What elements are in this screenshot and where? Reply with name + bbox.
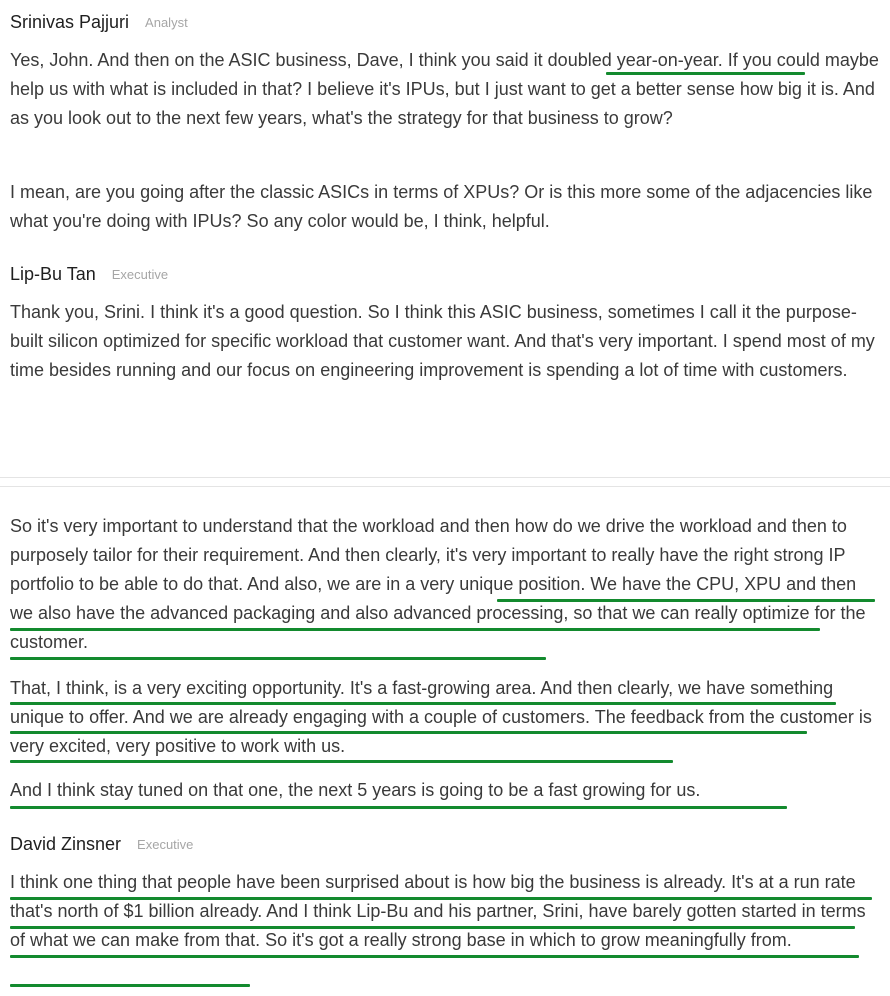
speaker-header bbox=[10, 834, 193, 855]
highlight-underline bbox=[10, 760, 673, 763]
transcript-paragraph: Thank you, Srini. I think it's a good question. So I think this ASIC business, sometimes I call it the purpose-built silicon optimized for specific workload that customer want. And that's very important. I spend most of my time besides running and our focus on engineering improvement is spending a lot of time with customers. bbox=[10, 302, 875, 380]
speaker-name: Srinivas Pajjuri bbox=[10, 12, 130, 32]
transcript-paragraph: And I think stay tuned on that one, the next 5 years is going to be a fast growing for us. bbox=[10, 780, 701, 800]
highlight-underline bbox=[10, 984, 250, 987]
transcript-paragraph: I mean, are you going after the classic ASICs in terms of XPUs? Or is this more some of the adjacencies like what you're doing with IPUs? So any color would be, I think, helpful. bbox=[10, 182, 873, 231]
highlight-underline bbox=[10, 926, 855, 929]
speaker-role: Executive bbox=[111, 267, 169, 282]
transcript-paragraph: So it's very important to understand that the workload and then how do we drive the workload and then to purposely tailor for their requirement. And then clearly, it's very important to really have the right strong IP portfolio to be able to do that. And also, we are in a very unique position. We have the CPU, XPU and then we also have the advanced packaging and also advanced processing, so that we can really optimize for the customer. bbox=[10, 516, 866, 652]
transcript-paragraph: Yes, John. And then on the ASIC business, Dave, I think you said it doubled year-on-year. If you could maybe help us with what is included in that? I believe it's IPUs, but I just want to get a better sense how big it is. And as you look out to the next few years, what's the strategy for that business to grow? bbox=[10, 50, 879, 128]
speaker-header bbox=[10, 12, 188, 33]
highlight-underline bbox=[10, 897, 872, 900]
highlight-underline bbox=[10, 657, 546, 660]
speaker-header bbox=[10, 264, 168, 285]
transcript-paragraph: I think one thing that people have been surprised about is how big the business is already. It's at a run rate that's north of $1 billion already. And I think Lip-Bu and his partner, Srini, have barely gotten started in terms of what we can make from that. So it's got a really strong base in which to grow meaningfully from. bbox=[10, 872, 866, 950]
speaker-role: Analyst bbox=[145, 15, 188, 30]
highlight-underline bbox=[10, 628, 820, 631]
highlight-underline bbox=[10, 806, 787, 809]
transcript-paragraph: That, I think, is a very exciting opportunity. It's a fast-growing area. And then clearly, we have something unique to offer. And we are already engaging with a couple of customers. The feedback from the customer is very excited, very positive to work with us. bbox=[10, 678, 872, 756]
page-divider bbox=[0, 477, 890, 487]
highlight-underline bbox=[10, 731, 807, 734]
highlight-underline bbox=[10, 955, 859, 958]
speaker-name: Lip-Bu Tan bbox=[10, 264, 96, 284]
speaker-role: Executive bbox=[137, 837, 194, 852]
speaker-name: David Zinsner bbox=[10, 834, 122, 854]
highlight-underline bbox=[497, 599, 875, 602]
highlight-underline bbox=[606, 72, 805, 75]
highlight-underline bbox=[10, 702, 836, 705]
